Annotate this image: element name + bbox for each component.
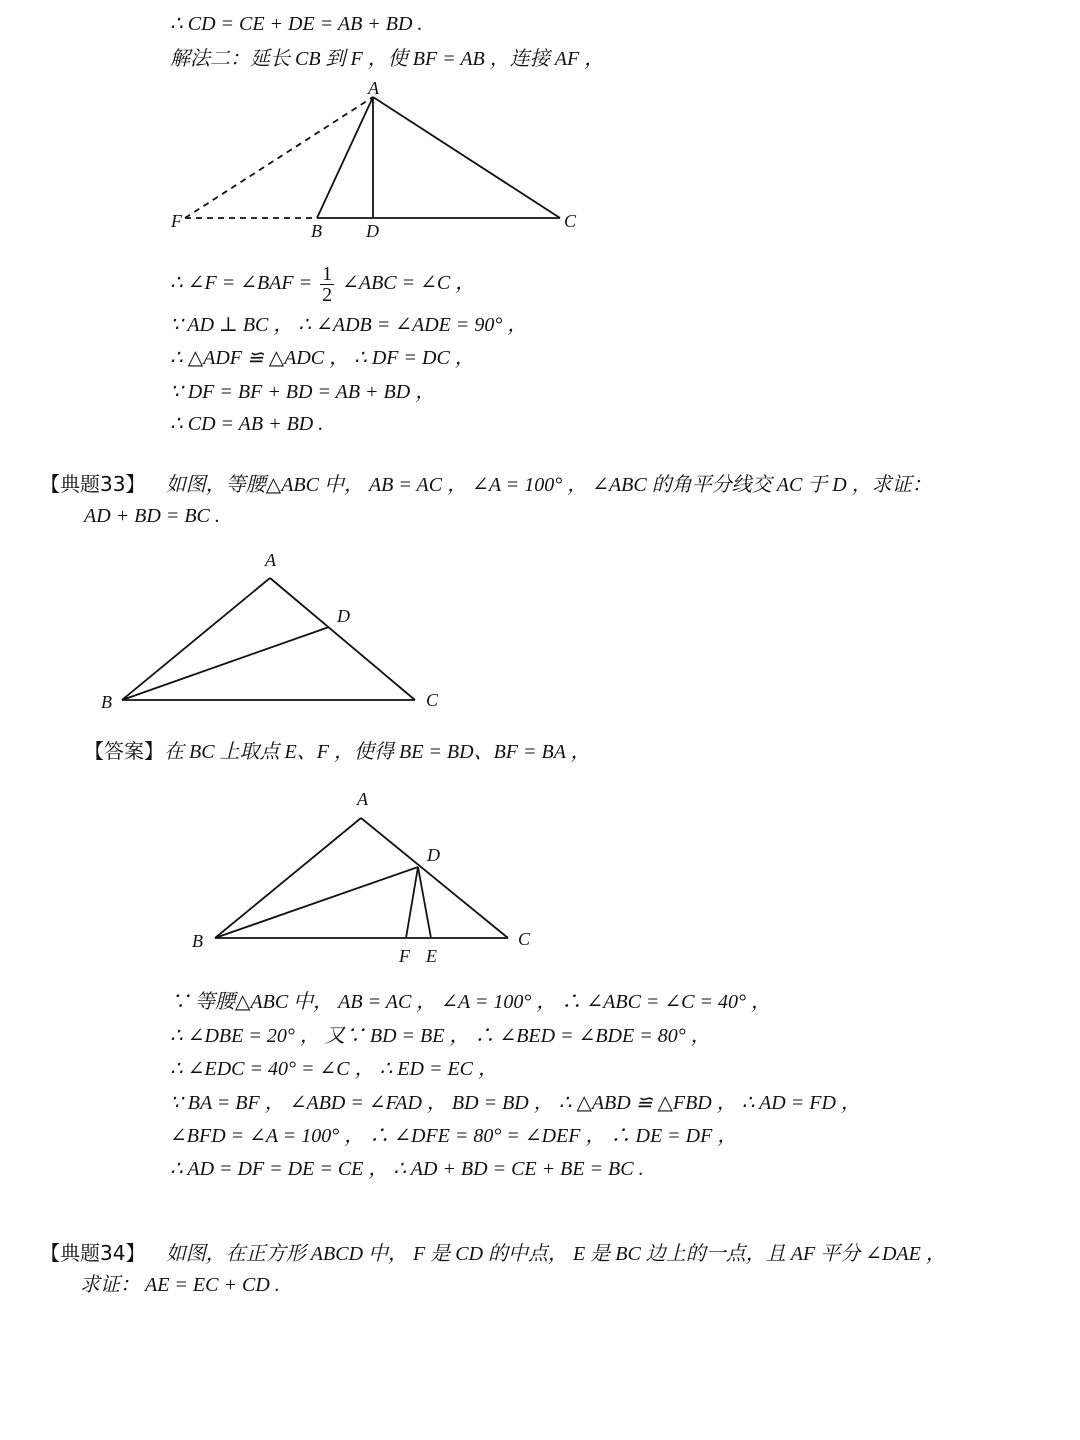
proof1-line-1: ∴ ∠F = ∠BAF = $\frac{1}{2}$ ∠ABC = ∠C ， xyxy=(170,263,476,306)
label-F: F xyxy=(171,211,182,231)
label-A: A xyxy=(265,550,276,570)
problem34-text: 如图，在正方形 ABCD 中， F 是 CD 的中点， E 是 BC 边上的一点，且 AF 平分 ∠DAE ， xyxy=(165,1243,946,1265)
fraction-one-half: $\frac{1}{2}$ xyxy=(322,263,333,306)
proof2-line-1: ∵ 等腰△ABC 中， AB = AC ， ∠A = 100° ， ∴ ∠ABC = ∠C = 40° ， xyxy=(170,991,772,1013)
label-D: D xyxy=(427,845,440,865)
problem33 xyxy=(40,471,932,498)
proof-line-conclusion: ∴ CD = CE + DE = AB + BD . xyxy=(170,13,423,35)
proof2-line-5: ∠BFD = ∠A = 100° ， ∴ ∠DFE = 80° = ∠DEF ， ∴ DE = DF ， xyxy=(170,1125,738,1147)
proof2-line-2: ∴ ∠DBE = 20° ， 又∵ BD = BE ， ∴ ∠BED = ∠BDE = 80° ， xyxy=(170,1025,711,1047)
problem33-tag: 【典题33】 xyxy=(40,472,146,496)
segment-BD xyxy=(215,867,418,938)
problem33-text: 如图，等腰△ABC 中， AB = AC ， ∠A = 100° ， ∠ABC 的角平分线交 AC 于 D ，求证： xyxy=(165,474,932,496)
method-two-heading: 解法二：延长 CB 到 F ，使 BF = AB ，连接 AF ， xyxy=(170,48,605,70)
label-B: B xyxy=(311,221,322,241)
label-D: D xyxy=(337,606,350,626)
answer33-text: 在 BC 上取点 E、F ，使得 BE = BD、BF = BA ， xyxy=(164,741,591,763)
proof1-line-2: ∵ AD ⊥ BC ， ∴ ∠ADB = ∠ADE = 90° ， xyxy=(170,314,528,336)
proof1-line-3: ∴ △ADF ≌ △ADC ， ∴ DF = DC ， xyxy=(170,347,475,369)
problem33-text-cont: AD + BD = BC . xyxy=(84,505,220,527)
answer33 xyxy=(84,738,591,765)
label-F: F xyxy=(399,946,410,966)
problem34-text-cont: 求证： AE = EC + CD . xyxy=(80,1274,280,1296)
segment-BD xyxy=(122,627,329,700)
proof2-line-3: ∴ ∠EDC = 40° = ∠C ， ∴ ED = EC ， xyxy=(170,1058,499,1080)
segment-DE xyxy=(418,867,431,938)
label-B: B xyxy=(192,931,203,951)
label-A: A xyxy=(368,78,379,98)
proof2-line-6: ∴ AD = DF = DE = CE ， ∴ AD + BD = CE + BE = BC . xyxy=(170,1158,644,1180)
proof2-line-4: ∵ BA = BF ， ∠ABD = ∠FAD ， BD = BD ， ∴ △ABD ≌ △FBD ， ∴ AD = FD ， xyxy=(170,1092,861,1114)
label-C: C xyxy=(518,929,531,949)
problem34 xyxy=(40,1240,946,1267)
label-E: E xyxy=(426,946,437,966)
label-C: C xyxy=(426,690,439,710)
proof1-line-5: ∴ CD = AB + BD . xyxy=(170,413,324,435)
segment-AC xyxy=(270,578,415,700)
segment-BA xyxy=(122,578,270,700)
segment-BA xyxy=(215,818,361,938)
segment-AC xyxy=(361,818,508,938)
segment-AC xyxy=(373,97,560,218)
label-B: B xyxy=(101,692,112,712)
segment-DF xyxy=(406,867,418,938)
problem34-tag: 【典题34】 xyxy=(40,1241,146,1265)
label-C: C xyxy=(564,211,577,231)
proof1-line-4: ∵ DF = BF + BD = AB + BD ， xyxy=(170,381,436,403)
label-D: D xyxy=(366,221,379,241)
label-A: A xyxy=(357,789,368,809)
answer-tag: 【答案】 xyxy=(84,739,164,763)
